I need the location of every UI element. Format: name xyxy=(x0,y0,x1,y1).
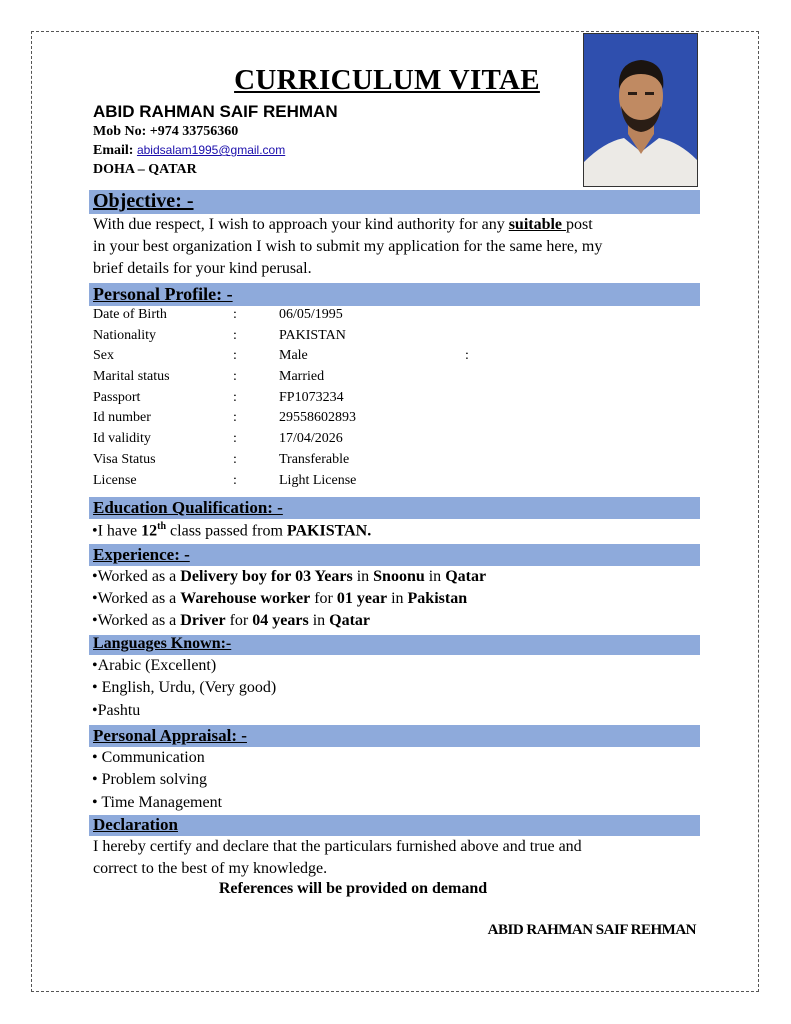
profile-sep: : xyxy=(233,307,237,322)
portrait-graphic xyxy=(584,34,698,187)
profile-row xyxy=(93,369,693,389)
email-line xyxy=(93,143,285,159)
profile-value: FP1073234 xyxy=(279,390,344,405)
exp-text: in xyxy=(424,568,446,585)
objective-line-3: brief details for your kind perusal. xyxy=(93,260,312,277)
mobile-label: Mob No: xyxy=(93,124,147,139)
profile-key: Sex xyxy=(93,348,114,363)
exp-role: Delivery boy for 03 Years xyxy=(180,568,353,585)
profile-value: Transferable xyxy=(279,452,350,467)
experience-band xyxy=(89,544,700,566)
exp-text: in xyxy=(387,590,408,607)
education-grade: 12 xyxy=(141,522,158,540)
appraisal-item: • Time Management xyxy=(92,794,223,811)
education-sup: th xyxy=(157,521,167,532)
objective-suitable: suitable xyxy=(508,216,567,233)
profile-value: 17/04/2026 xyxy=(279,431,343,446)
mobile-line xyxy=(93,124,238,140)
profile-sep: : xyxy=(233,410,237,425)
profile-sep: : xyxy=(233,473,237,488)
exp-text: for xyxy=(225,612,253,629)
profile-key: Id validity xyxy=(93,431,151,446)
appraisal-item: • Communication xyxy=(92,749,205,766)
location: DOHA – QATAR xyxy=(93,162,197,177)
exp-role: Driver xyxy=(180,612,226,629)
profile-sep: : xyxy=(233,390,237,405)
profile-photo xyxy=(583,33,698,187)
declaration-heading: Declaration xyxy=(93,815,178,834)
profile-row xyxy=(93,452,693,472)
exp-role: Warehouse worker xyxy=(180,590,311,607)
profile-row xyxy=(93,328,693,348)
personal-profile-heading: Personal Profile: - xyxy=(93,284,233,304)
declaration-line-1: I hereby certify and declare that the particulars furnished above and true and xyxy=(93,838,582,855)
exp-text: •Worked as a xyxy=(92,568,181,585)
exp-location: Pakistan xyxy=(407,590,468,607)
profile-row xyxy=(93,431,693,451)
profile-key: License xyxy=(93,473,137,488)
language-item: • English, Urdu, (Very good) xyxy=(92,679,277,696)
profile-row xyxy=(93,307,693,327)
declaration-text xyxy=(93,836,703,880)
profile-value: 29558602893 xyxy=(279,410,356,425)
profile-key: Id number xyxy=(93,410,151,425)
exp-duration: 01 year xyxy=(336,590,388,607)
document-title: CURRICULUM VITAE xyxy=(234,64,540,96)
profile-sep: : xyxy=(233,369,237,384)
exp-location: Qatar xyxy=(329,612,371,629)
education-item xyxy=(92,521,371,540)
profile-key: Passport xyxy=(93,390,141,405)
profile-value: Married xyxy=(279,369,325,384)
exp-text: •Worked as a xyxy=(92,612,181,629)
exp-text: for xyxy=(310,590,337,607)
profile-row xyxy=(93,473,693,493)
exp-duration: 04 years xyxy=(252,612,309,629)
references-note: References will be provided on demand xyxy=(218,880,488,897)
profile-value: PAKISTAN xyxy=(279,328,346,343)
exp-company: Snoonu xyxy=(373,568,425,585)
education-country: PAKISTAN. xyxy=(286,522,372,540)
education-band xyxy=(89,497,700,519)
email-label: Email: xyxy=(93,143,134,158)
personal-profile-band xyxy=(89,283,700,306)
objective-line-1c: post xyxy=(566,216,593,233)
profile-extra-sep: : xyxy=(465,348,469,363)
education-heading: Education Qualification: - xyxy=(93,498,283,517)
languages-heading: Languages Known:- xyxy=(93,635,232,652)
experience-item xyxy=(92,568,486,586)
exp-text: in xyxy=(308,612,330,629)
profile-value: Male xyxy=(279,348,308,363)
profile-sep: : xyxy=(233,431,237,446)
candidate-name: ABID RAHMAN SAIF REHMAN xyxy=(93,102,338,121)
declaration-band xyxy=(89,815,700,836)
appraisal-heading: Personal Appraisal: - xyxy=(93,726,247,745)
exp-text: •Worked as a xyxy=(92,590,181,607)
mobile-value: +974 33756360 xyxy=(149,124,239,139)
experience-item xyxy=(92,590,467,608)
experience-heading: Experience: - xyxy=(93,545,190,564)
profile-sep: : xyxy=(233,348,237,363)
languages-band xyxy=(89,635,700,655)
profile-row xyxy=(93,390,693,410)
profile-row xyxy=(93,410,693,430)
declaration-line-2: correct to the best of my knowledge. xyxy=(93,860,328,877)
email-link[interactable]: abidsalam1995@gmail.com xyxy=(136,143,286,157)
language-item: •Arabic (Excellent) xyxy=(92,657,217,674)
objective-line-2: in your best organization I wish to submit my application for the same here, my xyxy=(93,238,603,255)
profile-row xyxy=(93,348,693,368)
profile-key: Marital status xyxy=(93,369,170,384)
objective-band xyxy=(89,190,700,214)
profile-sep: : xyxy=(233,328,237,343)
objective-line-1a: With due respect, I wish to approach your kind authority for any xyxy=(93,216,509,233)
language-item: •Pashtu xyxy=(92,702,141,719)
profile-value: Light License xyxy=(279,473,357,488)
profile-key: Date of Birth xyxy=(93,307,167,322)
objective-line-1 xyxy=(93,214,703,236)
profile-key: Visa Status xyxy=(93,452,156,467)
objective-heading: Objective: - xyxy=(93,190,194,212)
objective-text xyxy=(93,214,703,280)
profile-key: Nationality xyxy=(93,328,156,343)
education-text-a: •I have xyxy=(92,522,142,540)
experience-item xyxy=(92,612,370,630)
exp-location: Qatar xyxy=(445,568,487,585)
profile-value: 06/05/1995 xyxy=(279,307,343,322)
exp-text: in xyxy=(352,568,374,585)
appraisal-band xyxy=(89,725,700,747)
signature-name: ABID RAHMAN SAIF REHMAN xyxy=(487,922,696,938)
education-text-c: class passed from xyxy=(166,522,287,540)
profile-sep: : xyxy=(233,452,237,467)
appraisal-item: • Problem solving xyxy=(92,771,207,788)
